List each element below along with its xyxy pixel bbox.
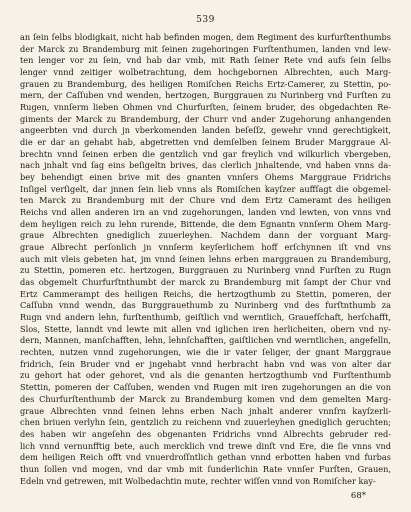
signature-mark: 68*	[350, 491, 366, 501]
text-line: lich vnnd vernunfftig bete, auch mercklich vnd trewe dinſt vnd Ere, die ſie vnns vnd	[20, 440, 391, 451]
text-line: lenger vnnd zeitiger wolbetrachtung, dem hochgebornen Albrechten, auch Marg-	[20, 67, 391, 78]
text-line: grauen zu Brandemburg, des heiligen Romiſchen Reichs Ertz-Camerer, zu Stettin, po-	[20, 78, 391, 89]
text-line: dem heiligen Reich offt vnd vnuerdroſſntlich gethan vnnd erbotten haben vnd furbas	[20, 452, 391, 463]
text-line: mern, der Caſſuben vnd wenden, hertzogen, Burggrauen zu Nurinberg vnd Furſten zu	[20, 90, 391, 101]
text-line: das obgemelt Churfurſtnthumbt der marck zu Brandemburg mit ſampt der Chur vnd	[20, 277, 391, 288]
text-line: thun ſollen vnd mogen, vnd dar vmb mit ſunderlichin Rate vnnſer Furſten, Grauen,	[20, 463, 391, 474]
text-line: Rugen, vnnſerm lieben Ohmen vnd Churfurſten, ſeinem bruder, des obgedachten Re-	[20, 102, 391, 113]
text-line: nach jnhalt vnd ſag eins beſigeltn brives, das clerlich jnhaltende, vnd haben vnns da-	[20, 160, 391, 171]
text-line: zu gehort hat oder gehoret, vnd als die genanten hertzogthumb vnd Furſtenthumb	[20, 370, 391, 381]
text-line: die er dar an gehabt hab, abgetretten vnd demſelben ſeinem Bruder Marggraue Al-	[20, 137, 391, 148]
text-line: angeerbten vnd durch jn vberkomenden landen beſeſſz, gewehr vnnd gerechtigkeit,	[20, 125, 391, 136]
text-line: zu Stettin, pomeren etc. hertzogen, Burggrauen zu Nurinberg vnnd Furſten zu Rugn	[20, 265, 391, 276]
text-line: des haben wir angeſehn des obgenanten Fridrichs vnnd Albrechts gebruder red-	[20, 428, 391, 439]
text-line: Reichs vnd allen anderen irn an vnd zugehorungen, landen vnd lewten, von vnns vnd	[20, 207, 391, 218]
text-line: bey behendigt einen brive mit des gnanten vnnſers Ohems Marggraue Fridrichs	[20, 172, 391, 183]
text-line: der Marck zu Brandemburg mit ſeinen zugehoringen Furſtenthumen, landen vnd lew-	[20, 43, 391, 54]
text-line: dern, Mannen, manſchafften, lehn, lehnſchafften, gaiſtlichen vnd werntlichen, angefelln,	[20, 335, 391, 346]
text-line: des Churfurſtenthumb der Marck zu Brandemburg komen vnd dem gemelten Marg-	[20, 393, 391, 404]
text-line: ten lenger vor zu ſein, vnd hab dar vmb, mit Rath ſeiner Rete vnd aufs ſein ſelbs	[20, 55, 391, 66]
text-line: ten Marck zu Brandemburg mit der Chure vnd dem Ertz Cameramt des heiligen	[20, 195, 391, 206]
text-line: Ertz Cammerampt des heiligen Reichs, die hertzogthumb zu Stettin, pomeren, der	[20, 288, 391, 299]
text-line: chen briuen verlyhn ſein, gentzlich zu reichenn vnd zuuerleyhen gnediglich geruchten;	[20, 417, 391, 428]
page-number: 539	[196, 15, 215, 25]
text-line: graue Albrechten gnediglich zuuerleyhen. Nachdem dann der vorguant Marg-	[20, 230, 391, 241]
text-line: fridrich, ſein Bruder vnd er jngehabt vnnd herbracht habn vnd was von alter dar	[20, 358, 391, 369]
text-line: dem heyligen reich zu lehn rurende, Bittende, die dem Egnantn vnnſerm Ohem Marg-	[20, 218, 391, 229]
text-line: Rugn vnd andern lehn, furſtenthumb, geiſtlich vnd werntlich, Grauefſchaft, herſchafft,	[20, 312, 391, 323]
body-text	[20, 32, 391, 487]
text-line: Stettin, pomeren der Caſſuben, wenden vnd Rugen mit iren zugehorungen an die von	[20, 382, 391, 393]
text-line: graue Albrecht perſonlich jn vnnſerm keyſerlichem hoff erſchynnen iſt vnd vns	[20, 242, 391, 253]
text-line: auch mit vleis gebeten hat, jm vnnd ſeinen lehns erben marggrauen zu Brandemburg,	[20, 253, 391, 264]
text-line: graue Albrechten vnnd ſeinen lehns erben Nach jnhalt anderer vnnſrn kayſzerli-	[20, 405, 391, 416]
text-line: Edeln vnd getrewen, mit Wolbedachtin mute, rechter wiſſen vnnd von Romiſcher kay-	[20, 475, 376, 486]
text-line: Caſſubn vnnd wendn, das Burggrauethumb zu Nurinberg vnd des furſtnthumb za	[20, 300, 391, 311]
text-line: Slos, Stette, lanndt vnd lewte mit allen vnd iglichen iren herlicheiten, obern vnd ny-	[20, 323, 391, 334]
text-line: Inſigel verſigelt, dar jnnen ſein lieb vnns als Romiſchen kayſzer auffſagt die obgemel-	[20, 183, 391, 194]
text-line: rechten, nutzen vnnd zugehorungen, wie die ir vater ſeliger, der gnant Marggraue	[20, 347, 391, 358]
text-line: giments der Marck zu Brandemburg, der Churr vnd ander Zugehorung anhangenden	[20, 113, 391, 124]
text-line: an ſein ſelbs blodigkait, nicht hab befinden mogen, dem Regiment des kurfurſtenthumbs	[20, 32, 391, 42]
text-line: brechtn vnnd ſeinen erben die gentzlich vnd gar freylich vnd wilkurlich vbergeben,	[20, 148, 391, 159]
